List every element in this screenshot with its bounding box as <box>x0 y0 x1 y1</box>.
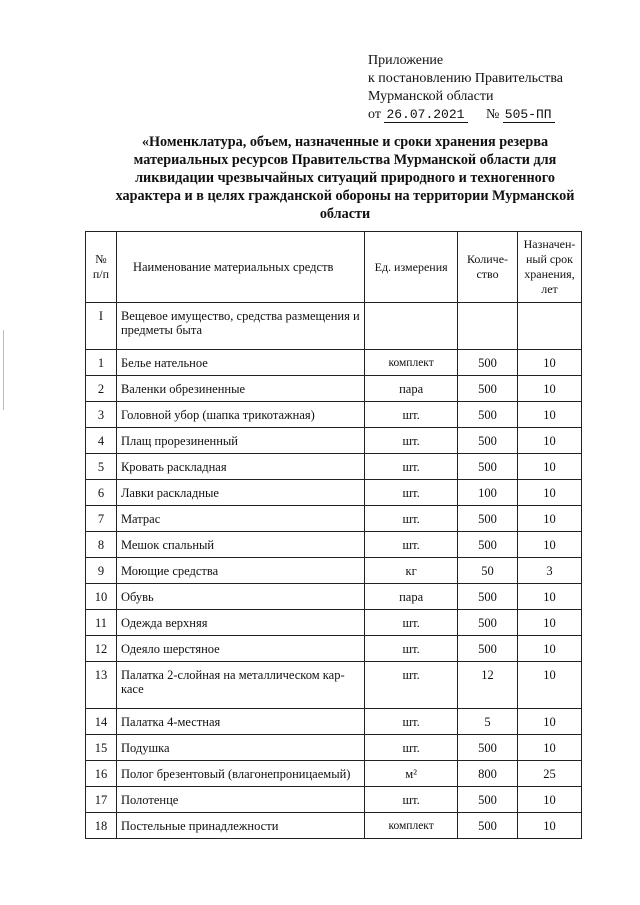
row-name: Палатка 4-местная <box>116 709 364 735</box>
section-row <box>86 303 582 350</box>
row-name: Лавки раскладные <box>116 480 364 506</box>
decree-date: 26.07.2021 <box>384 108 468 123</box>
row-num: 16 <box>86 761 117 787</box>
row-term: 10 <box>517 480 581 506</box>
row-qty: 100 <box>458 480 518 506</box>
scan-edge-line <box>3 330 4 410</box>
row-term: 10 <box>517 402 581 428</box>
row-unit: шт. <box>365 610 458 636</box>
row-qty: 500 <box>458 506 518 532</box>
table-row <box>86 532 582 558</box>
row-qty: 500 <box>458 735 518 761</box>
row-term: 10 <box>517 813 581 839</box>
row-term: 10 <box>517 735 581 761</box>
row-name: Палатка 2-слойная на металлическом кар-касе <box>116 662 364 709</box>
row-term: 10 <box>517 709 581 735</box>
row-qty: 500 <box>458 376 518 402</box>
annex-line-3: Мурманской области <box>368 89 494 104</box>
row-num: 18 <box>86 813 117 839</box>
table-row <box>86 558 582 584</box>
table-row <box>86 735 582 761</box>
row-num: 2 <box>86 376 117 402</box>
row-unit: шт. <box>365 428 458 454</box>
section-name: Вещевое имущество, средства размещения и предметы быта <box>116 303 364 350</box>
row-name: Плащ прорезиненный <box>116 428 364 454</box>
row-unit: шт. <box>365 662 458 709</box>
row-num: 12 <box>86 636 117 662</box>
row-unit: шт. <box>365 636 458 662</box>
table-row <box>86 584 582 610</box>
row-term: 10 <box>517 787 581 813</box>
row-num: 17 <box>86 787 117 813</box>
row-num: 8 <box>86 532 117 558</box>
row-qty: 500 <box>458 787 518 813</box>
row-unit: комплект <box>365 813 458 839</box>
row-term: 3 <box>517 558 581 584</box>
row-name: Одеяло шерстяное <box>116 636 364 662</box>
row-name: Валенки обрезиненные <box>116 376 364 402</box>
section-unit-empty <box>365 303 458 350</box>
section-num: I <box>86 303 117 350</box>
row-name: Кровать раскладная <box>116 454 364 480</box>
section-qty-empty <box>458 303 518 350</box>
row-name: Моющие средства <box>116 558 364 584</box>
nomenclature-table <box>85 231 582 839</box>
table-row <box>86 428 582 454</box>
table-row <box>86 454 582 480</box>
row-term: 10 <box>517 584 581 610</box>
row-unit: кг <box>365 558 458 584</box>
annex-block <box>368 52 563 124</box>
row-num: 14 <box>86 709 117 735</box>
row-qty: 500 <box>458 610 518 636</box>
table-row <box>86 662 582 709</box>
table-row <box>86 506 582 532</box>
table-row <box>86 402 582 428</box>
row-unit: м² <box>365 761 458 787</box>
row-num: 1 <box>86 350 117 376</box>
row-unit: шт. <box>365 709 458 735</box>
table-row <box>86 376 582 402</box>
annex-line-2: к постановлению Правительства <box>368 71 564 86</box>
row-num: 3 <box>86 402 117 428</box>
date-prefix: от <box>368 107 381 122</box>
table-row <box>86 761 582 787</box>
table-row <box>86 480 582 506</box>
header-num: № п/п <box>86 232 117 303</box>
row-num: 10 <box>86 584 117 610</box>
annex-line-1: Приложение <box>368 53 444 68</box>
table-header-row <box>86 232 582 303</box>
row-qty: 50 <box>458 558 518 584</box>
row-name: Полотенце <box>116 787 364 813</box>
table-row <box>86 709 582 735</box>
row-qty: 800 <box>458 761 518 787</box>
header-qty: Количе-ство <box>458 232 518 303</box>
row-num: 15 <box>86 735 117 761</box>
row-name: Постельные принадлежности <box>116 813 364 839</box>
row-term: 10 <box>517 376 581 402</box>
row-num: 13 <box>86 662 117 709</box>
row-num: 11 <box>86 610 117 636</box>
row-qty: 500 <box>458 532 518 558</box>
row-unit: шт. <box>365 506 458 532</box>
table-row <box>86 813 582 839</box>
row-unit: комплект <box>365 350 458 376</box>
row-name: Подушка <box>116 735 364 761</box>
number-label: № <box>485 107 500 122</box>
header-name: Наименование материальных средств <box>116 232 364 303</box>
row-qty: 12 <box>458 662 518 709</box>
row-name: Мешок спальный <box>116 532 364 558</box>
row-qty: 500 <box>458 350 518 376</box>
row-qty: 500 <box>458 402 518 428</box>
row-term: 10 <box>517 532 581 558</box>
row-unit: шт. <box>365 735 458 761</box>
row-qty: 500 <box>458 454 518 480</box>
table-row <box>86 636 582 662</box>
row-unit: пара <box>365 376 458 402</box>
row-qty: 500 <box>458 428 518 454</box>
row-term: 10 <box>517 662 581 709</box>
row-num: 4 <box>86 428 117 454</box>
row-term: 10 <box>517 506 581 532</box>
section-term-empty <box>517 303 581 350</box>
row-qty: 5 <box>458 709 518 735</box>
row-term: 10 <box>517 350 581 376</box>
row-unit: шт. <box>365 480 458 506</box>
row-unit: шт. <box>365 787 458 813</box>
header-unit: Ед. измерения <box>365 232 458 303</box>
row-term: 10 <box>517 428 581 454</box>
row-unit: шт. <box>365 454 458 480</box>
row-unit: пара <box>365 584 458 610</box>
row-num: 6 <box>86 480 117 506</box>
row-num: 7 <box>86 506 117 532</box>
row-term: 25 <box>517 761 581 787</box>
annex-date-line <box>368 106 563 124</box>
document-title: «Номенклатура, объем, назначенные и сроки хранения резерва материальных ресурсов Правительства Мурманской области для ликвидации чрезвычайных ситуаций природного и техногенного характера и в целях гражданской обороны на территории Мурманской области <box>115 134 575 222</box>
row-name: Одежда верхняя <box>116 610 364 636</box>
header-term: Назначен-ный срок хранения, лет <box>517 232 581 303</box>
row-unit: шт. <box>365 402 458 428</box>
row-num: 9 <box>86 558 117 584</box>
row-term: 10 <box>517 454 581 480</box>
row-name: Головной убор (шапка трикотажная) <box>116 402 364 428</box>
table-row <box>86 350 582 376</box>
row-qty: 500 <box>458 813 518 839</box>
row-name: Полог брезентовый (влагонепроницаемый) <box>116 761 364 787</box>
row-name: Обувь <box>116 584 364 610</box>
row-name: Матрас <box>116 506 364 532</box>
row-qty: 500 <box>458 636 518 662</box>
row-term: 10 <box>517 610 581 636</box>
row-num: 5 <box>86 454 117 480</box>
row-qty: 500 <box>458 584 518 610</box>
table-row <box>86 610 582 636</box>
row-unit: шт. <box>365 532 458 558</box>
decree-number: 505-ПП <box>503 108 555 123</box>
row-term: 10 <box>517 636 581 662</box>
table-row <box>86 787 582 813</box>
row-name: Белье нательное <box>116 350 364 376</box>
